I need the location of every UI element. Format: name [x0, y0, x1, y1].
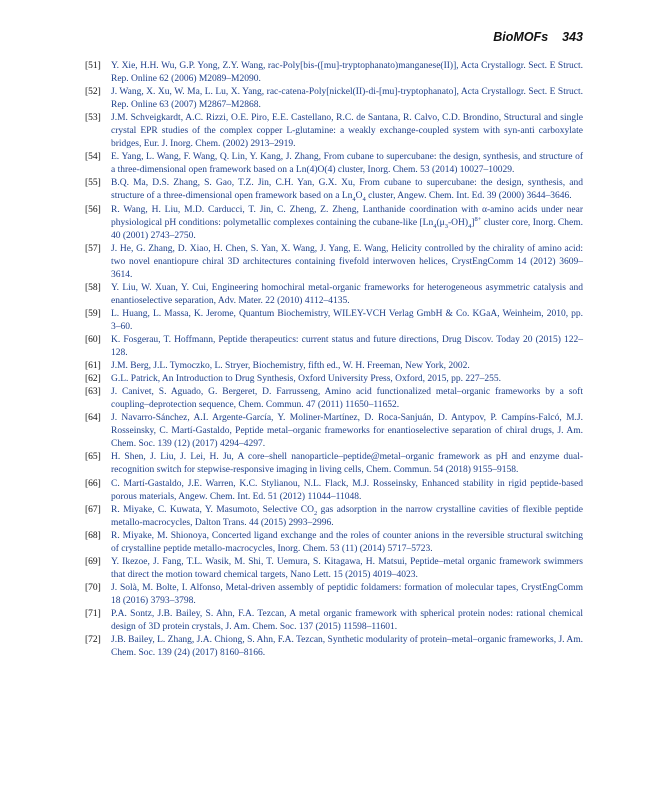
- reference-text-segment: -OH): [448, 217, 469, 228]
- reference-number: [52]: [85, 87, 101, 98]
- reference-number: [60]: [85, 334, 101, 345]
- reference-text-segment: P.A. Sontz, J.B. Bailey, S. Ahn, F.A. Tezcan, A metal organic framework with spherical protein nodes: rational chemical design of 3D protein crystals, J. Am. Chem. Soc. 137 (2015) 11598–11601.: [111, 608, 583, 633]
- reference-text-segment: Y. Ikezoe, J. Fang, T.L. Wasik, M. Shi, T. Uemura, S. Kitagawa, H. Matsui, Peptide–metal organic framework swimmers that direct the motion toward chemical targets, Nano Lett. 15 (2015) 4019–4023.: [111, 556, 583, 580]
- reference-text-segment: J. Navarro-Sánchez, A.I. Argente-García, Y. Moliner-Martínez, D. Roca-Sanjuán, D. Antypov, P. Campíns-Falcó, M.J. Rosseinsky, C. Martí-Gastaldo, Peptide metal–organic frameworks for enantioselective separation of chiral drugs, J. Am. Chem. Soc. 139 (12) (2017) 4294–4297.: [111, 413, 583, 450]
- reference-text: [111, 386, 583, 412]
- reference-number: [56]: [85, 204, 101, 215]
- running-header: [85, 30, 583, 44]
- running-title: BioMOFs: [493, 30, 549, 44]
- reference-text-segment: E. Yang, L. Wang, F. Wang, Q. Lin, Y. Kang, J. Zhang, From cubane to supercubane: the design, synthesis, and structure of a three-dimensional open framework based on a Ln(4)O(4) cluster, Inorg. Chem. 53 (2014) 10027–10029.: [111, 152, 583, 176]
- reference-text-segment: J.M. Berg, J.L. Tymoczko, L. Stryer, Biochemistry, fifth ed., W. H. Freeman, New York, 2002.: [111, 361, 470, 372]
- reference-text: [111, 60, 583, 86]
- reference-number: [72]: [85, 635, 101, 646]
- reference-item: [85, 373, 583, 386]
- reference-number: [71]: [85, 608, 101, 619]
- reference-text: [111, 634, 583, 660]
- reference-text-segment: J. Solà, M. Bolte, I. Alfonso, Metal-driven assembly of peptidic foldamers: formation of molecular tapes, CrystEngComm 18 (2016) 3793–3798.: [111, 582, 583, 606]
- reference-text: [111, 373, 583, 386]
- reference-item: [85, 412, 583, 451]
- reference-item: [85, 556, 583, 582]
- reference-text: [111, 582, 583, 608]
- reference-text-segment: G.L. Patrick, An Introduction to Drug Synthesis, Oxford University Press, Oxford, 2015, pp. 227–255.: [111, 374, 501, 385]
- reference-text-segment: gas adsorption in the narrow crystalline cavities of flexible peptide metallo-macrocycles, Dalton Trans. 44 (2015) 2993–2996.: [111, 504, 583, 528]
- reference-text-segment: J. He, G. Zhang, D. Xiao, H. Chen, S. Yan, X. Wang, J. Yang, E. Wang, Helicity controlled by the chirality of amino acid: two novel enantiopure chiral 3D architectures containing fivefold interwoven helices, CrystEngComm 14 (2012) 3609–3614.: [111, 243, 583, 280]
- reference-text: [111, 308, 583, 334]
- reference-item: [85, 243, 583, 282]
- reference-text: [111, 608, 583, 634]
- reference-number: [54]: [85, 152, 101, 163]
- reference-text-segment: K. Fosgerau, T. Hoffmann, Peptide therapeutics: current status and future directions, Drug Discov. Today 20 (2015) 122–128.: [111, 334, 583, 359]
- reference-item: [85, 112, 583, 151]
- reference-item: [85, 608, 583, 634]
- reference-text: [111, 151, 583, 177]
- reference-number: [55]: [85, 178, 101, 189]
- reference-number: [61]: [85, 361, 101, 372]
- reference-text: [111, 556, 583, 582]
- reference-text-segment: Y. Xie, H.H. Wu, G.P. Yong, Z.Y. Wang, rac-Poly[bis-([mu]-tryptophanato)manganese(II)], Acta Crystallogr. Sect. E Struct. Rep. Online 62 (2006) M2089–M2090.: [111, 61, 583, 85]
- reference-number: [51]: [85, 61, 101, 71]
- reference-text: [111, 360, 583, 373]
- reference-text-segment: H. Shen, J. Liu, J. Lei, H. Ju, A core–shell nanoparticle–peptide@metal–organic framework as pH and enzyme dual-recognition switch for stepwise-responsive imaging in living cells, Chem. Commun. 54 (2018) 9155–9158.: [111, 452, 583, 476]
- reference-text: [111, 177, 583, 203]
- reference-number: [53]: [85, 113, 101, 124]
- reference-number: [68]: [85, 530, 101, 541]
- reference-item: [85, 86, 583, 112]
- reference-item: [85, 334, 583, 360]
- reference-text-segment: O: [355, 191, 363, 202]
- reference-number: [62]: [85, 374, 101, 385]
- reference-text-segment: L. Huang, L. Massa, K. Jerome, Quantum Biochemistry, WILEY-VCH Verlag GmbH & Co. KGaA, Weinheim, 2010, pp. 3–60.: [111, 308, 583, 332]
- reference-number: [67]: [85, 504, 101, 515]
- reference-number: [64]: [85, 413, 101, 424]
- reference-text: [111, 86, 583, 112]
- subscript: 4: [362, 196, 366, 204]
- subscript: 4: [468, 222, 472, 230]
- reference-text: [111, 504, 583, 530]
- reference-number: [59]: [85, 308, 101, 319]
- reference-text: [111, 334, 583, 360]
- reference-text: [111, 112, 583, 151]
- reference-number: [58]: [85, 282, 101, 293]
- reference-item: [85, 177, 583, 203]
- reference-text-segment: R. Miyake, C. Kuwata, Y. Masumoto, Selective CO: [111, 504, 314, 515]
- reference-number: [66]: [85, 478, 101, 489]
- reference-text-segment: (μ: [436, 217, 445, 228]
- reference-item: [85, 530, 583, 556]
- reference-text-segment: cluster, Angew. Chem. Int. Ed. 39 (2000) 3644–3646.: [365, 191, 572, 202]
- reference-text: [111, 412, 583, 451]
- reference-list: [85, 60, 583, 660]
- subscript: 2: [313, 509, 318, 517]
- reference-text-segment: ]: [471, 217, 475, 228]
- page-number: 343: [562, 30, 583, 44]
- superscript: 8+: [474, 215, 482, 223]
- reference-item: [85, 504, 583, 530]
- reference-number: [63]: [85, 387, 101, 398]
- subscript: 3: [444, 222, 448, 230]
- reference-text: [111, 282, 583, 308]
- reference-text: [111, 204, 583, 243]
- reference-item: [85, 478, 583, 504]
- reference-item: [85, 308, 583, 334]
- reference-text-segment: R. Miyake, M. Shionoya, Concerted ligand exchange and the roles of counter anions in the reversible structural switching of crystalline peptide metallo-macrocycles, Inorg. Chem. 53 (11) (2014) 5717–5723.: [111, 530, 583, 554]
- subscript: 4: [352, 196, 356, 204]
- subscript: 4: [433, 222, 437, 230]
- reference-item: [85, 451, 583, 477]
- reference-item: [85, 634, 583, 660]
- reference-item: [85, 582, 583, 608]
- reference-item: [85, 204, 583, 243]
- reference-text: [111, 243, 583, 282]
- reference-text: [111, 530, 583, 556]
- reference-text-segment: cluster core, Inorg. Chem. 40 (2001) 2743–2750.: [111, 217, 583, 241]
- reference-item: [85, 60, 583, 86]
- reference-text-segment: B.Q. Ma, D.S. Zhang, S. Gao, T.Z. Jin, C.H. Yan, G.X. Xu, From cubane to supercubane: the design, synthesis, and structure of a three-dimensional open framework based on a Ln: [111, 178, 583, 202]
- reference-number: [69]: [85, 556, 101, 567]
- reference-number: [65]: [85, 452, 101, 463]
- reference-text-segment: J. Canivet, S. Aguado, G. Bergeret, D. Farrusseng, Amino acid functionalized metal–organic frameworks by a soft coupling–deprotection sequence, Chem. Commun. 47 (2011) 11650–11652.: [111, 387, 583, 411]
- reference-number: [57]: [85, 243, 101, 254]
- reference-text: [111, 451, 583, 477]
- reference-text-segment: Y. Liu, W. Xuan, Y. Cui, Engineering homochiral metal-organic frameworks for heterogeneous asymmetric catalysis and enantioselective separation, Adv. Mater. 22 (2010) 4112–4135.: [111, 282, 583, 306]
- reference-number: [70]: [85, 582, 101, 593]
- reference-text-segment: C. Martí-Gastaldo, J.E. Warren, K.C. Stylianou, N.L. Flack, M.J. Rosseinsky, Enhanced stability in rigid peptide-based porous materials, Angew. Chem. Int. Ed. 51 (2012) 11044–11048.: [111, 478, 583, 502]
- reference-text-segment: J.B. Bailey, L. Zhang, J.A. Chiong, S. Ahn, F.A. Tezcan, Synthetic modularity of protein–metal–organic frameworks, J. Am. Chem. Soc. 139 (24) (2017) 8160–8166.: [111, 635, 584, 659]
- reference-item: [85, 282, 583, 308]
- reference-item: [85, 360, 583, 373]
- reference-text: [111, 478, 583, 504]
- reference-text-segment: J.M. Schveigkardt, A.C. Rizzi, O.E. Piro, E.E. Castellano, R.C. de Santana, R. Calvo, C.D. Brondino, Structural and single crystal EPR studies of the complex copper L-glutamine: a weakly exchange-coupled system with syn-anti carboxylate bridges, Eur. J. Inorg. Chem. (2002) 2913–2919.: [111, 113, 583, 150]
- reference-item: [85, 151, 583, 177]
- reference-item: [85, 386, 583, 412]
- reference-text-segment: J. Wang, X. Xu, W. Ma, L. Lu, X. Yang, rac-catena-Poly[nickel(II)-di-[mu]-tryptophanato], Acta Crystallogr. Sect. E Struct. Rep. Online 63 (2007) M2867–M2868.: [111, 87, 583, 111]
- reference-text-segment: R. Wang, H. Liu, M.D. Carducci, T. Jin, C. Zheng, Z. Zheng, Lanthanide coordination with α-amino acids under near physiological pH conditions: polymetallic complexes containing the cubane-like [Ln: [111, 204, 583, 228]
